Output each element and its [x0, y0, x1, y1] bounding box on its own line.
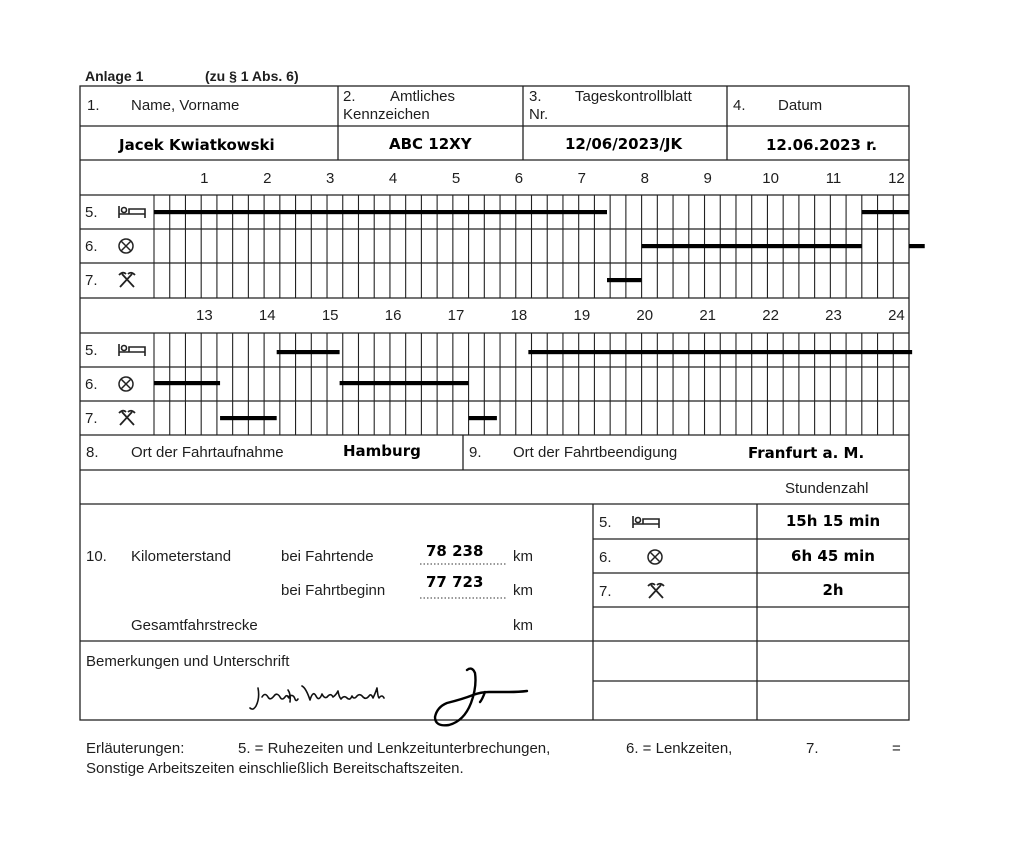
row-number-6: 6.	[85, 238, 98, 255]
field-2-label-line1: Amtliches	[390, 88, 456, 105]
rest-bar	[154, 210, 607, 214]
field-4-label: Datum	[778, 97, 823, 114]
hour-label-8: 8	[640, 170, 649, 187]
total-row-number: 7.	[599, 583, 612, 600]
rest-bar	[862, 210, 909, 214]
end-location-value: Franfurt a. M.	[748, 444, 865, 462]
hour-label-12: 12	[888, 170, 905, 187]
rest-bar	[528, 350, 912, 354]
hour-label-13: 13	[195, 307, 213, 324]
total-row-number: 6.	[599, 549, 612, 566]
row-number-6: 6.	[85, 376, 98, 393]
plate-value: ABC 12XY	[389, 135, 472, 153]
hour-label-3: 3	[325, 170, 335, 187]
row-number-5: 5.	[85, 342, 98, 359]
driving-bar	[909, 244, 925, 248]
hour-label-19: 19	[573, 307, 591, 324]
row-number-7: 7.	[85, 410, 98, 427]
field-2-number: 2.	[343, 88, 356, 105]
row-number-5: 5.	[85, 204, 98, 221]
name-value: Jacek Kwiatkowski	[119, 136, 275, 154]
legend-item-5: 5. = Ruhezeiten und Lenkzeitunterbrechungen,	[238, 740, 551, 757]
driving-bar	[642, 244, 862, 248]
legend-item-6: 6. = Lenkzeiten,	[626, 740, 733, 757]
hour-label-18: 18	[510, 307, 528, 324]
total-row-number: 5.	[599, 514, 612, 531]
total-hours-value: 2h	[822, 581, 844, 599]
field-1-label: Name, Vorname	[131, 97, 240, 114]
hour-label-16: 16	[384, 307, 402, 324]
trip-end-km-value: 78 238	[426, 542, 484, 560]
hour-label-5: 5	[451, 170, 461, 187]
field-2-label-line2: Kennzeichen	[343, 106, 430, 123]
legend-item-7-text: Sonstige Arbeitszeiten einschließlich Bereitschaftszeiten.	[86, 760, 464, 777]
field-3-label-line2: Nr.	[529, 106, 549, 123]
hour-label-23: 23	[825, 307, 842, 324]
total-distance-unit: km	[513, 617, 533, 634]
hour-label-9: 9	[703, 170, 712, 187]
total-hours-value: 15h 15 min	[785, 512, 881, 530]
hour-label-4: 4	[388, 170, 398, 187]
hour-label-10: 10	[762, 170, 779, 187]
field-9-label: Ort der Fahrtbeendigung	[513, 444, 678, 461]
sheet-number-value: 12/06/2023/JK	[565, 135, 683, 153]
field-3-label-line1: Tageskontrollblatt	[575, 88, 692, 105]
hour-label-15: 15	[321, 307, 339, 324]
driving-bar	[154, 381, 220, 385]
hour-label-6: 6	[514, 170, 524, 187]
hour-label-24: 24	[888, 307, 905, 324]
other-work-bar	[469, 416, 497, 420]
hour-label-14: 14	[258, 307, 276, 324]
trip-start-km-value: 77 723	[426, 573, 484, 591]
trip-start-label: bei Fahrtbeginn	[281, 582, 386, 599]
hour-label-21: 21	[699, 307, 716, 324]
legend-item-7-equals: =	[892, 740, 901, 757]
hour-label-7: 7	[577, 170, 586, 187]
hour-label-20: 20	[636, 307, 654, 324]
field-3-number: 3.	[529, 88, 542, 105]
annex-reference: (zu § 1 Abs. 6)	[205, 68, 299, 84]
total-hours-value: 6h 45 min	[791, 547, 875, 565]
date-value: 12.06.2023 r.	[766, 136, 878, 154]
other-work-bar	[607, 278, 642, 282]
field-8-label: Ort der Fahrtaufnahme	[131, 444, 284, 461]
field-9-number: 9.	[469, 444, 482, 461]
hour-label-22: 22	[762, 307, 779, 324]
hour-label-1: 1	[200, 170, 209, 187]
hours-total-header: Stundenzahl	[785, 480, 869, 497]
legend-item-7-number: 7.	[806, 740, 819, 757]
field-8-number: 8.	[86, 444, 99, 461]
trip-start-km-unit: km	[513, 582, 533, 599]
remarks-label: Bemerkungen und Unterschrift	[86, 653, 290, 670]
hour-label-11: 11	[825, 170, 842, 187]
hour-label-2: 2	[263, 170, 272, 187]
legend-title: Erläuterungen:	[86, 740, 185, 757]
start-location-value: Hamburg	[343, 442, 421, 460]
row-number-7: 7.	[85, 272, 98, 289]
other-work-bar	[220, 416, 277, 420]
trip-end-km-unit: km	[513, 548, 533, 565]
total-distance-label: Gesamtfahrstrecke	[131, 617, 258, 634]
field-4-number: 4.	[733, 97, 746, 114]
odometer-label: Kilometerstand	[131, 548, 232, 565]
driving-bar	[340, 381, 469, 385]
field-10-number: 10.	[86, 548, 107, 565]
rest-bar	[277, 350, 340, 354]
field-1-number: 1.	[87, 97, 100, 114]
trip-end-label: bei Fahrtende	[281, 548, 374, 565]
hour-label-17: 17	[447, 307, 465, 324]
annex-title: Anlage 1	[85, 68, 144, 84]
